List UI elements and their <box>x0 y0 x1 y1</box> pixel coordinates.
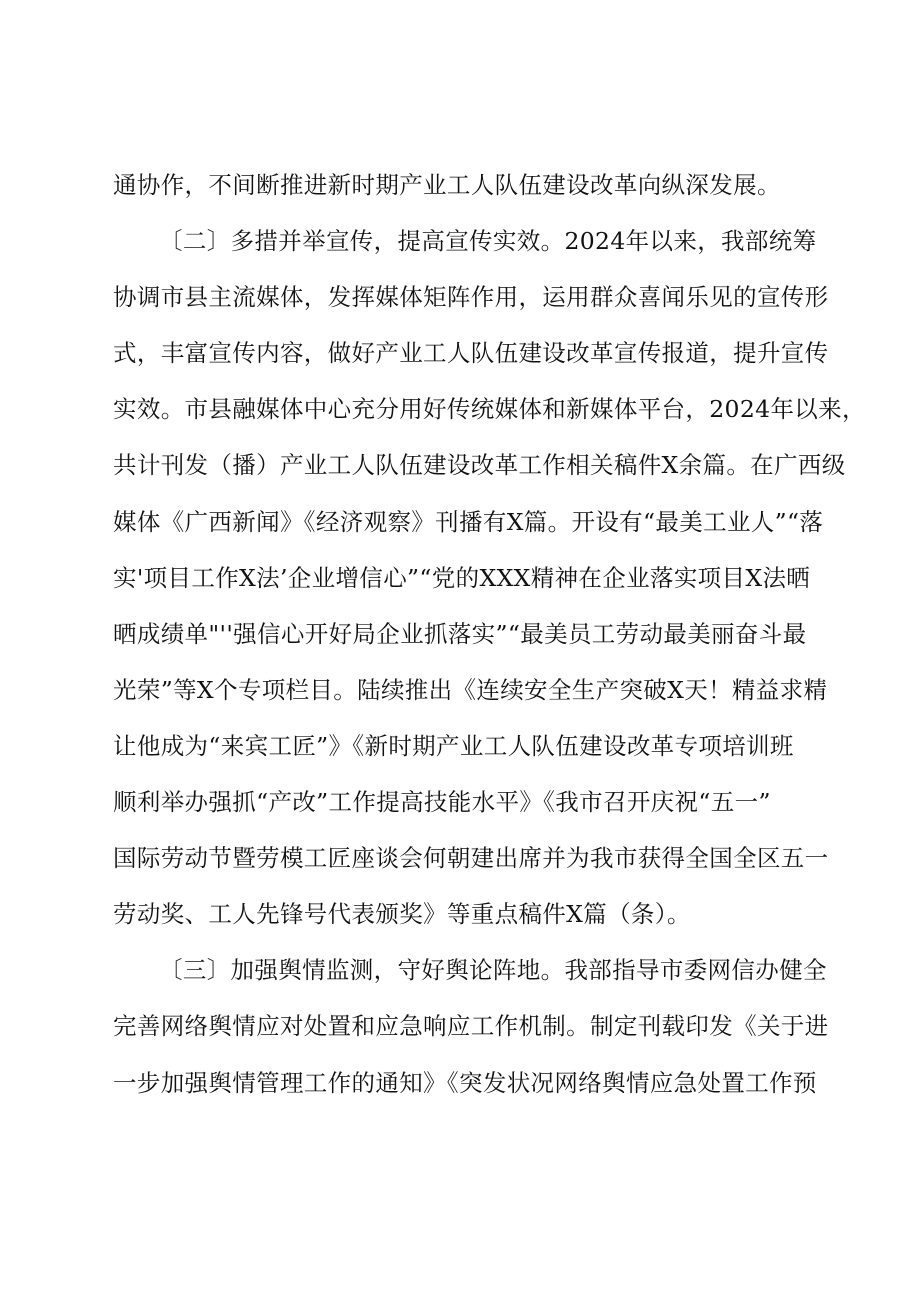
text-line: 共计刊发（播）产业工人队伍建设改革工作相关稿件X余篇。在广西级 <box>113 451 846 480</box>
text-line: 劳动奖、工人先锋号代表颁奖》等重点稿件X篇（条）。 <box>113 900 691 929</box>
text-line: 通协作，不间断推进新时期产业工人队伍建设改革向纵深发展。 <box>113 171 781 199</box>
paragraph-heading-line: 〔二〕多措并举宣传，提高宣传实效。2024年以来，我部统筹 <box>159 227 817 256</box>
text-line: 晒成绩单"''强信心开好局企业抓落实”“最美员工劳动最美丽奋斗最 <box>113 619 807 648</box>
text-line: 光荣”等X个专项栏目。陆续推出《连续安全生产突破X天！精益求精 <box>113 675 828 704</box>
text-line: 国际劳动节暨劳模工匠座谈会何朝建出席并为我市获得全国全区五一 <box>113 844 829 873</box>
text-line: 实'项目工作X法’企业增信心”“党的XXX精神在企业落实项目X法晒 <box>113 563 811 592</box>
text-line: 实效。市县融媒体中心充分用好传统媒体和新媒体平台，2024年以来， <box>113 395 866 424</box>
text-line: 完善网络舆情应对处置和应急响应工作机制。制定刊载印发《关于进 <box>113 1012 829 1041</box>
paragraph-heading-line: 〔三〕加强舆情监测，守好舆论阵地。我部指导市委网信办健全 <box>159 956 827 985</box>
text-line: 顺利举办强抓“产改”工作提高技能水平》《我市召开庆祝“五一” <box>113 788 771 817</box>
text-line: 媒体《广西新闻》《经济观察》刊播有X篇。开设有“最美工业人”“落 <box>113 507 824 536</box>
text-line: 一步加强舆情管理工作的通知》《突发状况网络舆情应急处置工作预 <box>113 1068 817 1097</box>
text-line: 协调市县主流媒体，发挥媒体矩阵作用，运用群众喜闻乐见的宣传形 <box>113 283 829 312</box>
document-body <box>113 164 866 1118</box>
text-line: 式，丰富宣传内容，做好产业工人队伍建设改革宣传报道，提升宣传 <box>113 339 829 368</box>
text-line: 让他成为“来宾工匠”》《新时期产业工人队伍建设改革专项培训班 <box>113 731 794 760</box>
